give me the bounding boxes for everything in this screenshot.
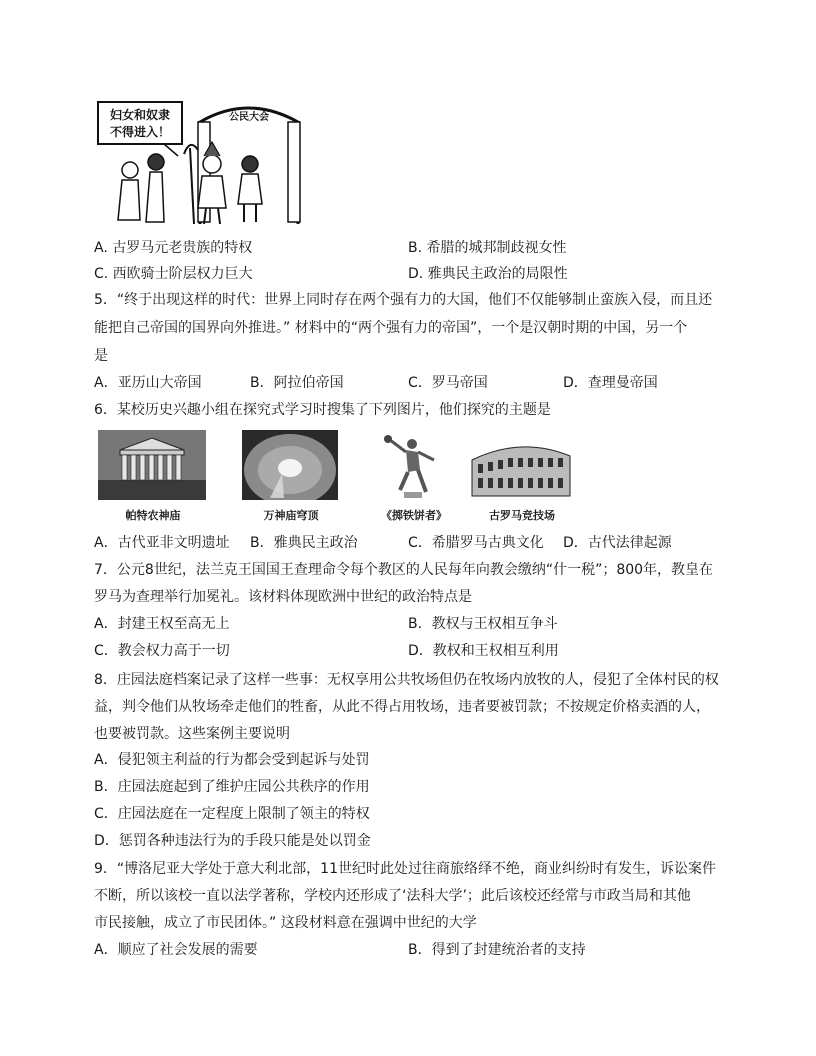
q5-stem-line3: 是 xyxy=(94,348,108,364)
q6-option-a[interactable]: A．古代亚非文明遗址 xyxy=(94,535,230,551)
q5-option-b[interactable]: B．阿拉伯帝国 xyxy=(250,375,344,391)
q6-option-b[interactable]: B．雅典民主政治 xyxy=(250,535,358,551)
q6-option-d[interactable]: D．古代法律起源 xyxy=(563,535,672,551)
q7-stem-line2: 罗马为查理举行加冕礼。该材料体现欧洲中世纪的政治特点是 xyxy=(94,589,472,605)
q6-option-c[interactable]: C．希腊罗马古典文化 xyxy=(408,535,544,551)
pantheon-dome-photo xyxy=(242,430,338,500)
q8-stem-line1: 8．庄园法庭档案记录了这样一些事：无权享用公共牧场但仍在牧场内放牧的人，侵犯了全体村民的权 xyxy=(94,672,719,688)
caption-pantheon: 万神庙穹顶 xyxy=(263,509,319,522)
assembly-cartoon-illustration xyxy=(94,98,312,228)
q5-option-d[interactable]: D．查理曼帝国 xyxy=(563,375,658,391)
q6-stem: 6．某校历史兴趣小组在探究式学习时搜集了下列图片，他们探究的主题是 xyxy=(94,402,551,418)
q8-option-b[interactable]: B．庄园法庭起到了维护庄园公共秩序的作用 xyxy=(94,779,370,795)
q5-option-c[interactable]: C．罗马帝国 xyxy=(408,375,488,391)
q9-option-a[interactable]: A．顺应了社会发展的需要 xyxy=(94,942,258,958)
caption-discobolus: 《掷铁饼者》 xyxy=(381,509,447,522)
caption-parthenon: 帕特农神庙 xyxy=(125,509,181,522)
q4-option-a[interactable]: A. 古罗马元老贵族的特权 xyxy=(94,240,253,256)
q9-stem-line3: 市民接触，成立了市民团体。” 这段材料意在强调中世纪的大学 xyxy=(94,915,477,931)
q8-option-c[interactable]: C．庄园法庭在一定程度上限制了领主的特权 xyxy=(94,806,370,822)
q9-option-b[interactable]: B．得到了封建统治者的支持 xyxy=(408,942,586,958)
q7-stem-line1: 7．公元8世纪，法兰克王国国王查理命令每个教区的人民每年向教会缴纳“什一税”；800年，教皇在 xyxy=(94,562,714,578)
q8-stem-line2: 益，判令他们从牧场牵走他们的牲畜，从此不得占用牧场，违者要被罚款；不按规定价格卖酒的人， xyxy=(94,699,710,715)
q5-stem-line1: 5．“终于出现这样的时代：世界上同时存在两个强有力的大国，他们不仅能够制止蛮族入侵，而且还 xyxy=(94,292,713,308)
q9-stem-line1: 9．“博洛尼亚大学处于意大利北部，11世纪时此处过往商旅络绎不绝，商业纠纷时有发生，诉讼案件 xyxy=(94,861,716,877)
q8-option-d[interactable]: D．惩罚各种违法行为的手段只能是处以罚金 xyxy=(94,833,371,849)
q7-option-a[interactable]: A．封建王权至高无上 xyxy=(94,616,230,632)
q8-stem-line3: 也要被罚款。这些案例主要说明 xyxy=(94,726,290,742)
arch-label: 公民大会 xyxy=(229,112,269,123)
q7-option-b[interactable]: B．教权与王权相互争斗 xyxy=(408,616,558,632)
q5-option-a[interactable]: A．亚历山大帝国 xyxy=(94,375,202,391)
sign-text-line1: 妇女和奴隶 xyxy=(109,108,171,122)
q7-option-c[interactable]: C．教会权力高于一切 xyxy=(94,643,230,659)
q4-option-d[interactable]: D. 雅典民主政治的局限性 xyxy=(408,266,568,282)
q9-stem-line2: 不断，所以该校一直以法学著称，学校内还形成了‘法科大学’；此后该校还经常与市政当局和其他 xyxy=(94,888,691,904)
q7-option-d[interactable]: D．教权和王权相互利用 xyxy=(408,643,559,659)
colosseum-photo xyxy=(466,430,576,500)
q8-option-a[interactable]: A．侵犯领主利益的行为都会受到起诉与处罚 xyxy=(94,752,370,768)
parthenon-photo xyxy=(98,430,206,500)
q5-stem-line2: 能把自己帝国的国界向外推进。” 材料中的“两个强有力的帝国”，一个是汉朝时期的中国，另一个 xyxy=(94,320,688,336)
q4-option-c[interactable]: C. 西欧骑士阶层权力巨大 xyxy=(94,266,253,282)
sign-text-line2: 不得进入！ xyxy=(109,125,171,139)
discobolus-statue-photo xyxy=(376,430,448,500)
caption-colosseum: 古罗马竞技场 xyxy=(489,509,555,522)
q4-option-b[interactable]: B. 希腊的城邦制歧视女性 xyxy=(408,240,567,256)
